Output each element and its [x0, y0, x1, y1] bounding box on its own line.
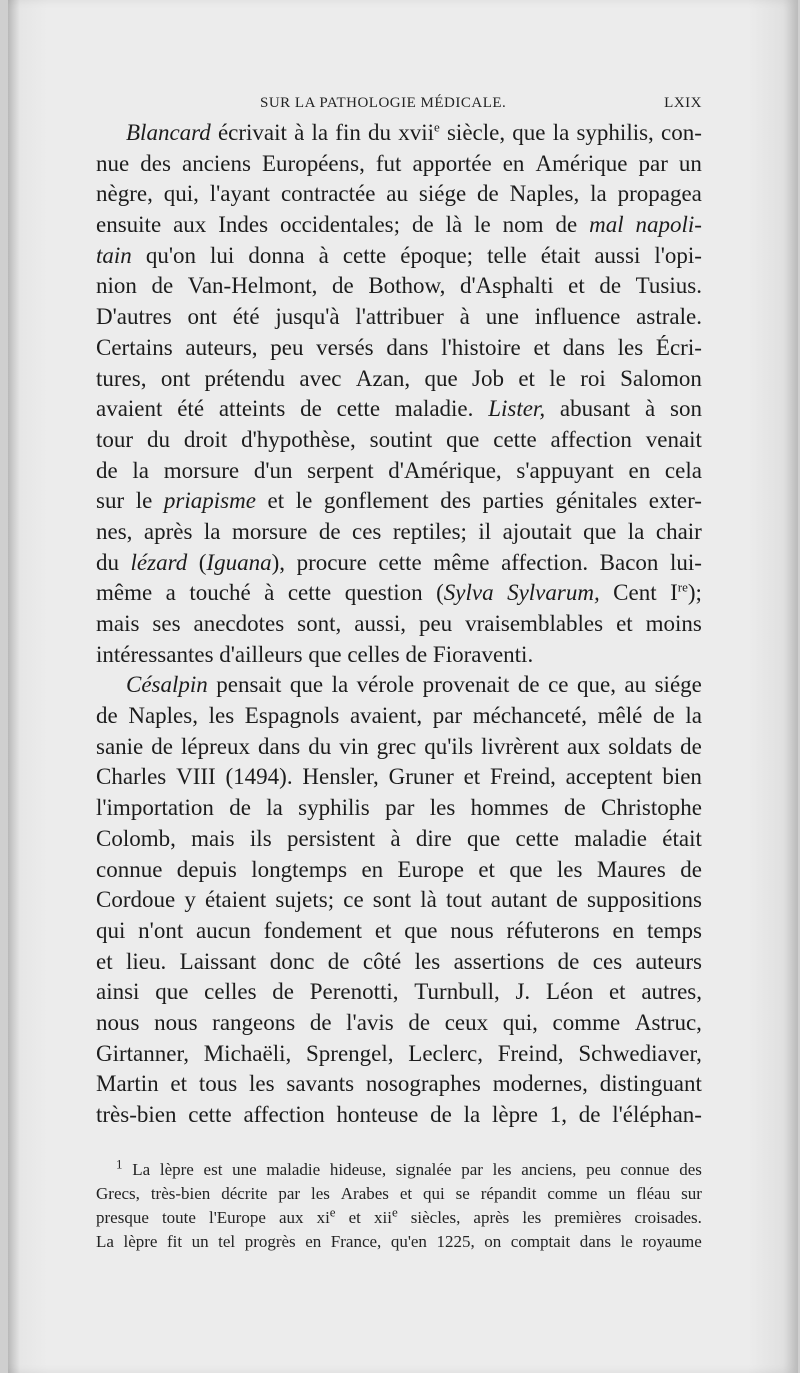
text-line: de Naples, les Espagnols avaient, par méchanceté, mêlé de la: [96, 703, 702, 729]
text-line: de la morsure d'un serpent d'Amérique, s'appuyant en cela: [96, 457, 702, 483]
text-line: Césalpin pensait que la vérole provenait de ce que, au siége: [126, 672, 702, 698]
text-line: et lieu. Laissant donc de côté les assertions de ces auteurs: [96, 948, 702, 974]
text-line: nes, après la morsure de ces reptiles; il ajoutait que la chair: [96, 518, 702, 544]
text-line: ensuite aux Indes occidentales; de là le nom de mal napoli-: [96, 212, 702, 238]
footnote: [96, 1158, 702, 1254]
text-line: tain qu'on lui donna à cette époque; telle était aussi l'opi-: [96, 242, 702, 268]
main-text: [96, 118, 702, 1131]
text-line: Martin et tous les savants nosographes modernes, distinguant: [96, 1071, 702, 1097]
text-line: l'importation de la syphilis par les hommes de Christophe: [96, 795, 702, 821]
text-line: nion de Van-Helmont, de Bothow, d'Asphalti et de Tusius.: [96, 273, 702, 299]
text-line: tures, ont prétendu avec Azan, que Job et le roi Salomon: [96, 365, 702, 391]
text-line: Charles VIII (1494). Hensler, Gruner et Freind, acceptent bien: [96, 764, 702, 790]
text-line: qui n'ont aucun fondement et que nous réfuterons en temps: [96, 917, 702, 943]
text-line: intéressantes d'ailleurs que celles de Fioraventi.: [96, 641, 534, 667]
text-line: nègre, qui, l'ayant contractée au siége de Naples, la propagea: [96, 181, 702, 207]
text-line: nous nous rangeons de l'avis de ceux qui, comme Astruc,: [96, 1009, 702, 1035]
text-line: mais ses anecdotes sont, aussi, peu vraisemblables et moins: [96, 611, 702, 636]
text-line: D'autres ont été jusqu'à l'attribuer à une influence astrale.: [96, 304, 702, 330]
footnote-line: La lèpre fit un tel progrès en France, qu'en 1225, on comptait dans le royaume: [96, 1232, 702, 1251]
text-line: avaient été atteints de cette maladie. Lister, abusant à son: [96, 396, 702, 422]
text-line: nue des anciens Européens, fut apportée en Amérique par un: [96, 150, 702, 176]
footnote-line: Grecs, très-bien décrite par les Arabes et qui se répandit comme un fléau sur: [96, 1184, 702, 1203]
text-line: même a touché à cette question (Sylva Sylvarum, Cent Ire);: [96, 579, 702, 606]
text-line: sur le priapisme et le gonflement des parties génitales exter-: [96, 488, 702, 514]
footnote-line: $^1$ La lèpre est une maladie hideuse, signalée par les anciens, peu connue des: [116, 1156, 702, 1179]
text-line: ainsi que celles de Perenotti, Turnbull, J. Léon et autres,: [96, 979, 702, 1005]
page-number: LXIX: [664, 95, 702, 111]
book-page: [8, 0, 798, 1373]
running-title: SUR LA PATHOLOGIE MÉDICALE.: [260, 95, 507, 111]
text-line: tour du droit d'hypothèse, soutint que cette affection venait: [96, 426, 702, 452]
text-line: Cordoue y étaient sujets; ce sont là tout autant de suppositions: [96, 887, 702, 913]
text-line: Certains auteurs, peu versés dans l'histoire et dans les Écri-: [96, 334, 702, 360]
text-line: Colomb, mais ils persistent à dire que cette maladie était: [96, 825, 702, 851]
text-line: sanie de lépreux dans du vin grec qu'ils livrèrent aux soldats de: [96, 733, 702, 759]
text-line: connue depuis longtemps en Europe et que les Maures de: [96, 856, 702, 882]
text-line: Blancard écrivait à la fin du xvii$^e$ siècle, que la syphilis, con-: [126, 119, 702, 145]
text-line: très-bien cette affection honteuse de la lèpre 1, de l'éléphan-: [96, 1102, 702, 1127]
text-line: du lézard (Iguana), procure cette même affection. Bacon lui-: [96, 549, 702, 575]
footnote-line: presque toute l'Europe aux $xi^e$ et xii$^e$ siècles, après les premières croisades.: [96, 1204, 702, 1227]
text-line: Girtanner, Michaëli, Sprengel, Leclerc, Freind, Schwediaver,: [96, 1040, 702, 1066]
